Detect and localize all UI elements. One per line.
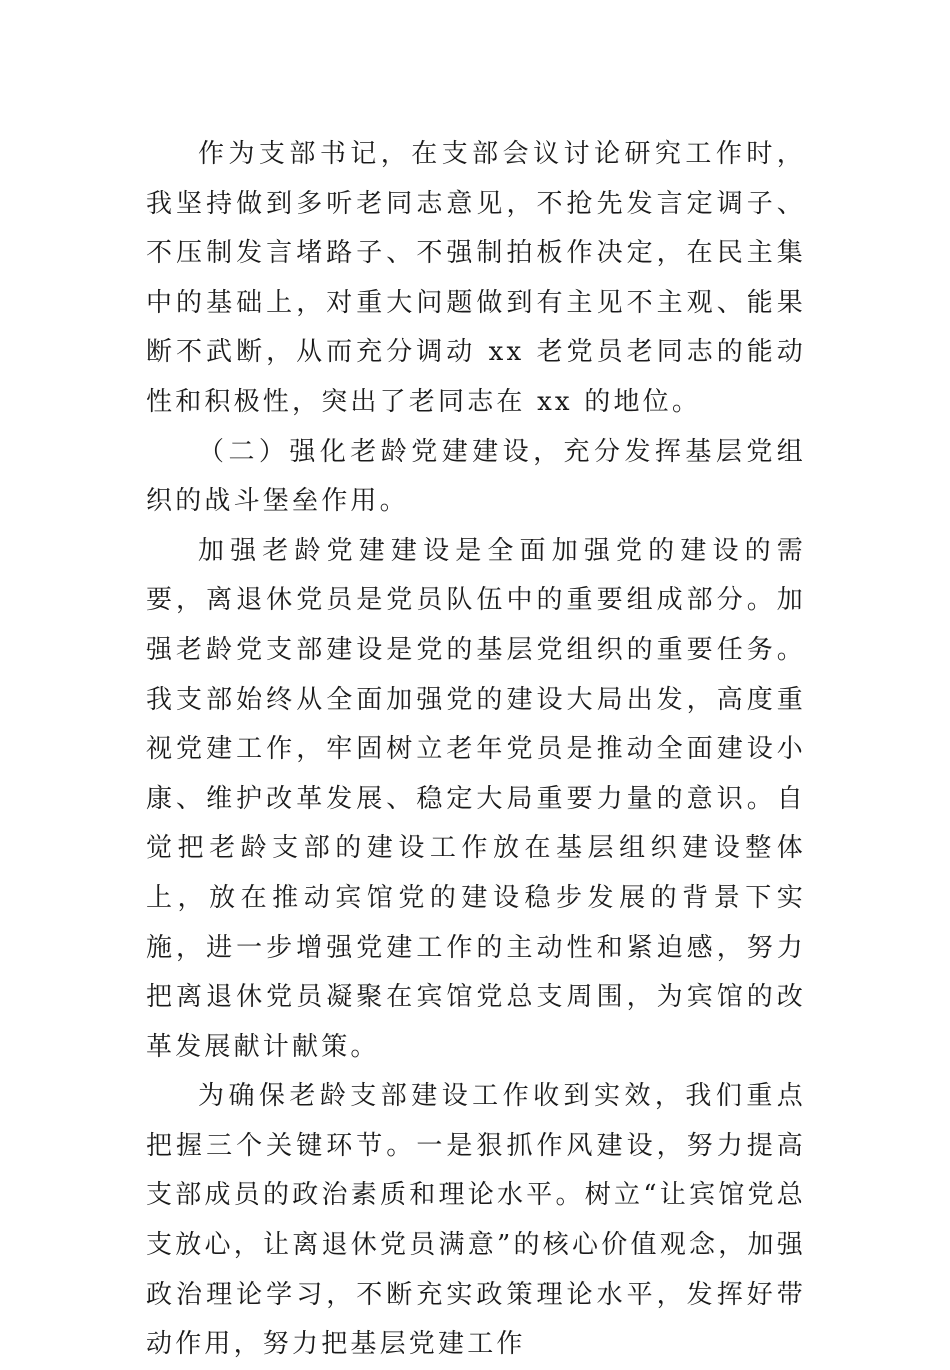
document-body xyxy=(146,130,806,1370)
section-heading-two: （二）强化老龄党建建设，充分发挥基层党组织的战斗堡垒作用。 xyxy=(146,436,806,517)
paragraph-party-building: 加强老龄党建建设是全面加强党的建设的需要，离退休党员是党员队伍中的重要组成部分。加强老龄党支部建设是党的基层党组织的重要任务。我支部始终从全面加强党的建设大局出发，高度重视党建工作，牢固树立老年党员是推动全面建设小康、维护改革发展、稳定大局重要力量的意识。自觉把老龄支部的建设工作放在基层组织建设整体上，放在推动宾馆党的建设稳步发展的背景下实施，进一步增强党建工作的主动性和紧迫感，努力把离退休党员凝聚在宾馆党总支周围，为宾馆的改革发展献计献策。 xyxy=(146,535,806,1062)
paragraph-secretary-practice: 作为支部书记，在支部会议讨论研究工作时，我坚持做到多听老同志意见，不抢先发言定调子、不压制发言堵路子、不强制拍板作决定，在民主集中的基础上，对重大问题做到有主见不主观、能果断不武断，从而充分调动 xx 老党员老同志的能动性和积极性，突出了老同志在 xx 的地位。 xyxy=(146,139,806,417)
paragraph-key-links: 为确保老龄支部建设工作收到实效，我们重点把握三个关键环节。一是狠抓作风建设，努力提高支部成员的政治素质和理论水平。树立“让宾馆党总支放心，让离退休党员满意”的核心价值观念，加强政治理论学习，不断充实政策理论水平，发挥好带动作用，努力把基层党建工作 xyxy=(146,1081,806,1360)
